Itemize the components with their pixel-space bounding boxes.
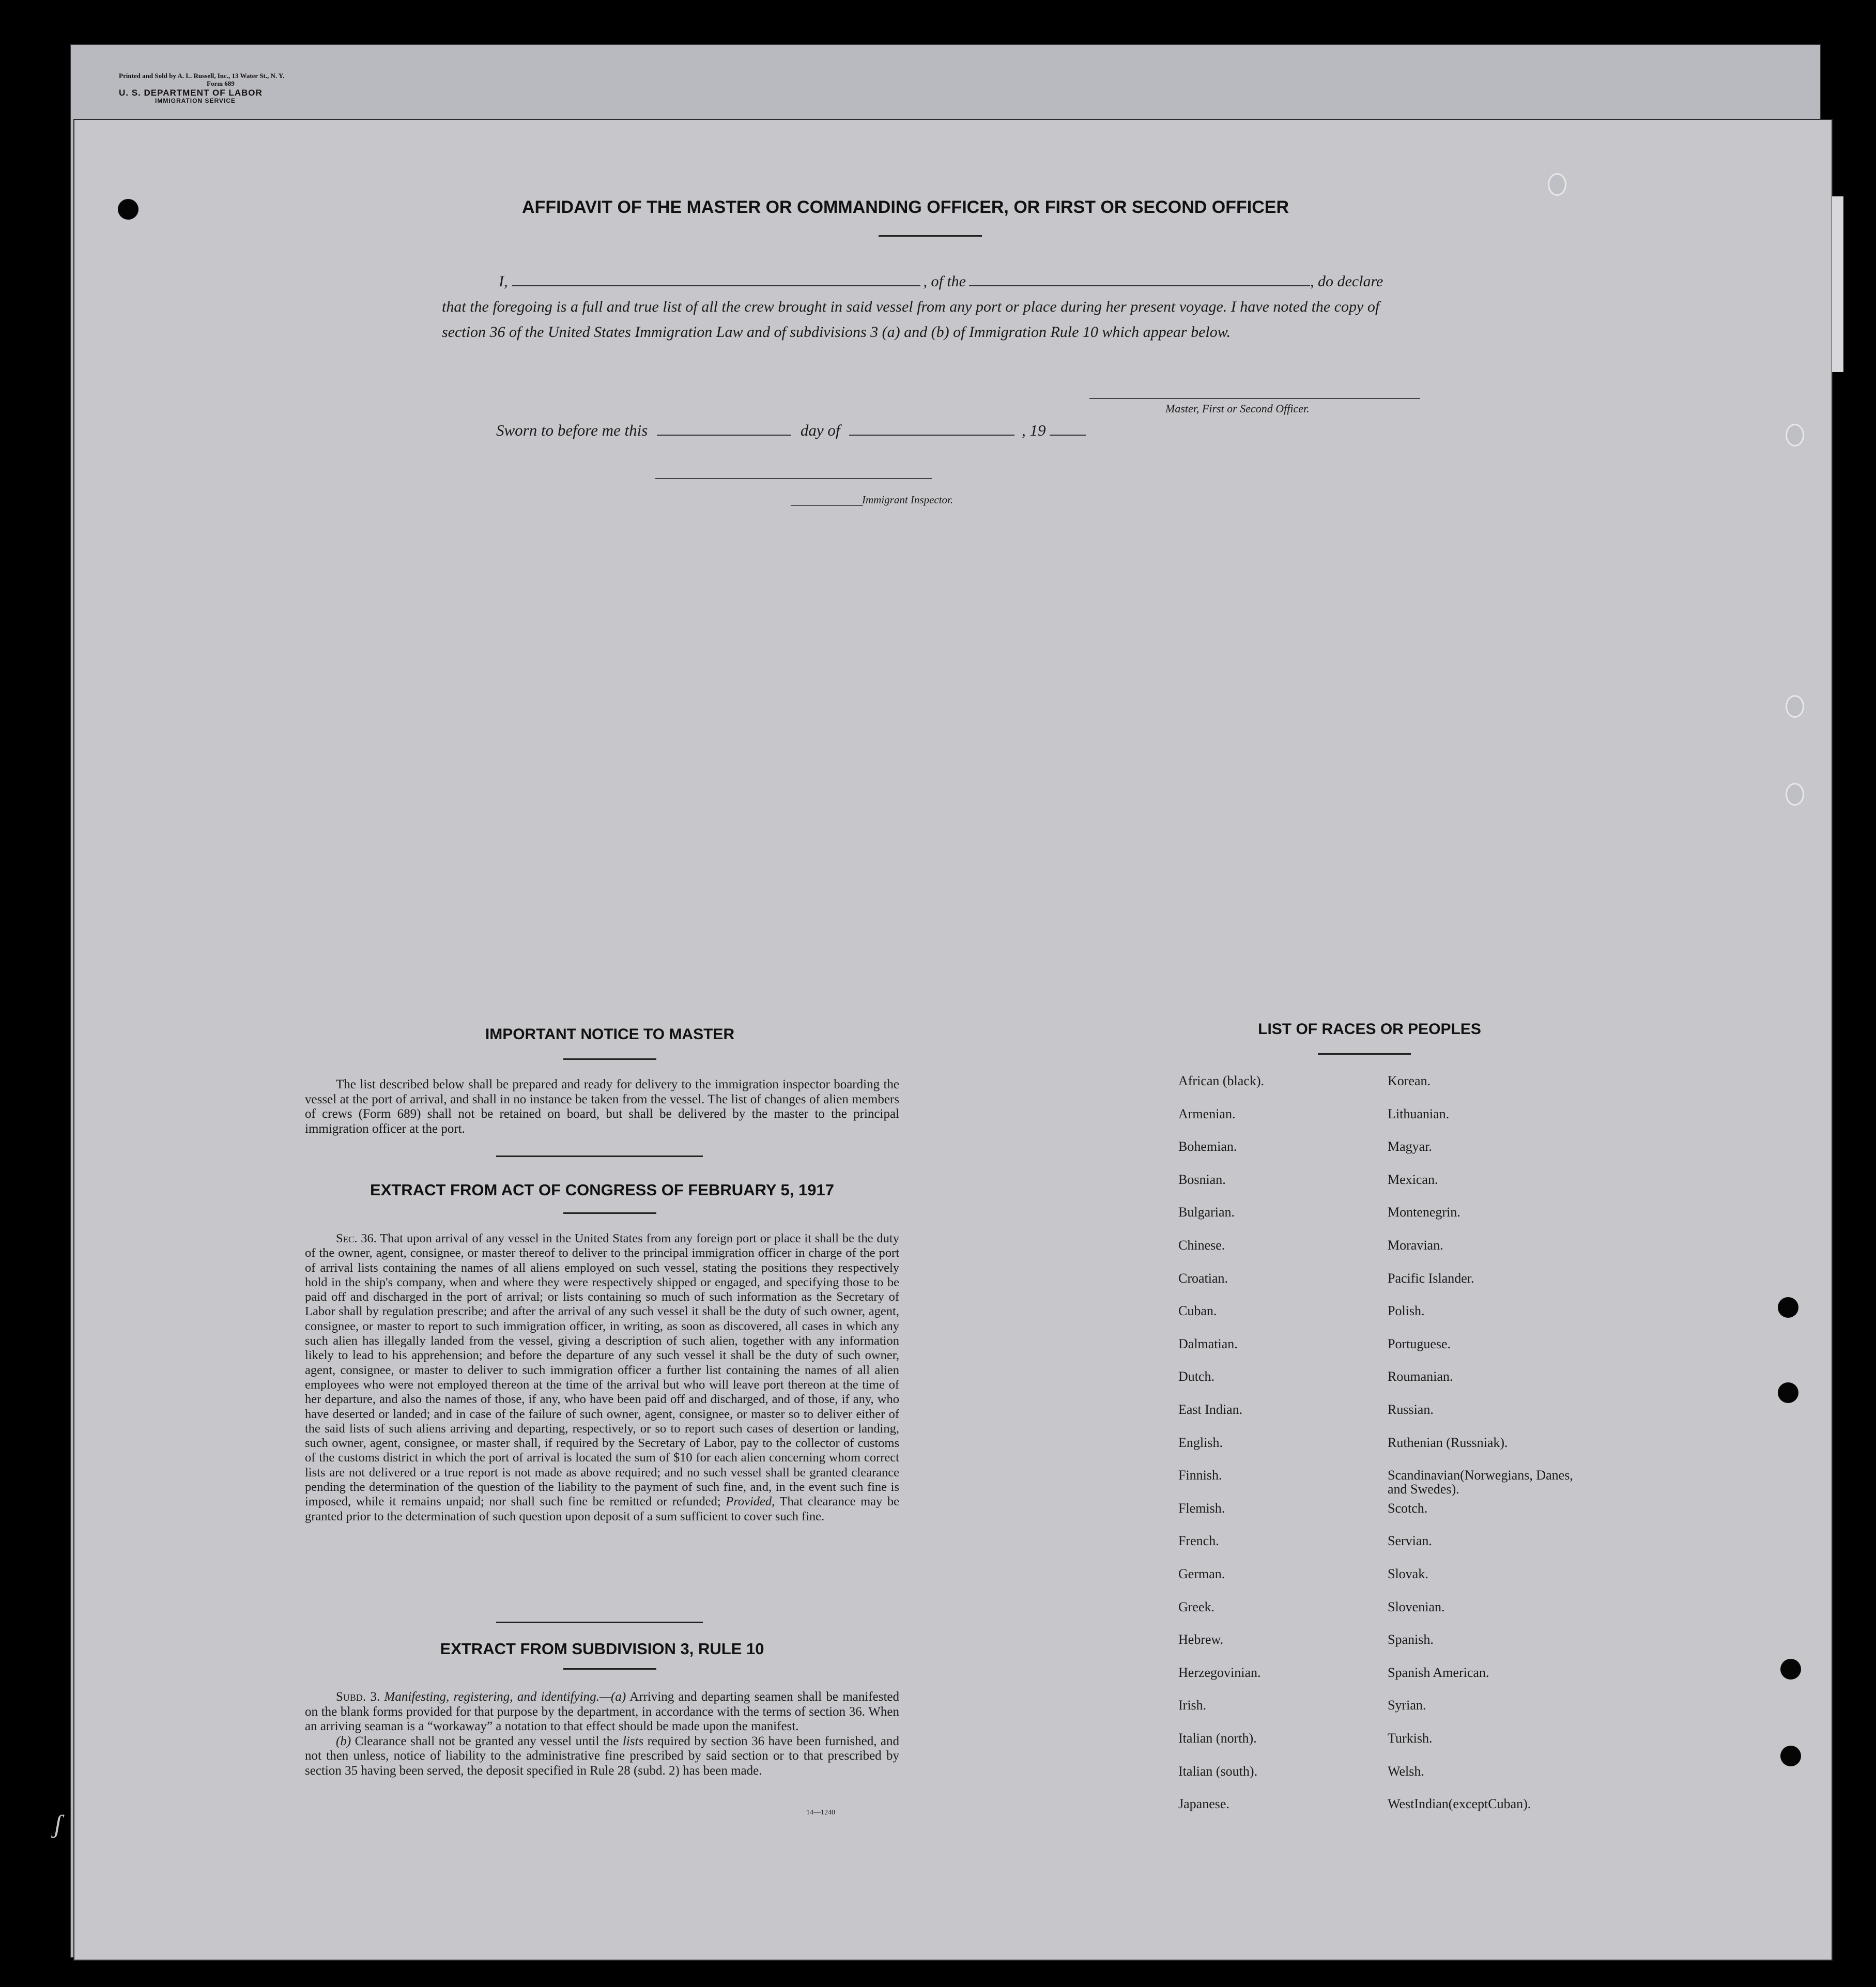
signature-caption: Master, First or Second Officer. xyxy=(1165,402,1310,415)
race-item: Chinese. xyxy=(1178,1238,1225,1253)
binder-hole-icon xyxy=(1778,1297,1798,1318)
declaration-block xyxy=(442,269,1424,345)
races-title: LIST OF RACES OR PEOPLES xyxy=(1258,1021,1481,1038)
inspector-caption: Immigrant Inspector. xyxy=(862,494,954,506)
race-item: Welsh. xyxy=(1388,1763,1424,1779)
race-item: Pacific Islander. xyxy=(1388,1270,1474,1286)
race-item: Cuban. xyxy=(1178,1303,1217,1319)
race-item: Italian (south). xyxy=(1178,1763,1258,1779)
race-item: Mexican. xyxy=(1388,1172,1438,1187)
subd-heading: Manifesting, registering, and identifying.—(a) xyxy=(384,1690,626,1704)
race-item: Magyar. xyxy=(1388,1139,1432,1154)
binder-hole-icon xyxy=(1548,173,1566,196)
race-item: Moravian. xyxy=(1388,1238,1443,1253)
sworn-line xyxy=(496,421,1086,440)
printer-line: Printed and Sold by A. L. Russell, Inc., 13 Water St., N. Y. xyxy=(119,72,285,80)
of-the-label: , of the xyxy=(923,273,966,290)
race-item: German. xyxy=(1178,1566,1225,1581)
binder-hole-icon xyxy=(1786,424,1804,446)
inspector-signature-line xyxy=(655,478,932,479)
notice-text: The list described below shall be prepared and ready for delivery to the immigration inspector boarding the vessel at the port of arrival, and shall in no instance be taken from the vessel. The list of changes of alien members of crews (Form 689) shall not be retained on board, but shall be delivered by the master to the principal immigration officer at the port. xyxy=(305,1077,899,1136)
race-item: Italian (north). xyxy=(1178,1731,1257,1746)
race-item: Irish. xyxy=(1178,1698,1207,1713)
race-item: Bosnian. xyxy=(1178,1172,1226,1187)
subd-b-paragraph xyxy=(305,1734,899,1779)
subd-b-label: (b) xyxy=(336,1734,351,1748)
race-item: Bohemian. xyxy=(1178,1139,1237,1154)
declaration-text: that the foregoing is a full and true list of all the crew brought in said vessel from any port or place during her present voyage. I have noted the copy of section 36 of the United States Immigration Law and of subdivisions 3 (a) and (b) of Immigration Rule 10 which appear below. xyxy=(442,298,1380,341)
race-item: English. xyxy=(1178,1435,1223,1450)
form-number: 14—1240 xyxy=(806,1809,835,1816)
rule-extract-title: EXTRACT FROM SUBDIVISION 3, RULE 10 xyxy=(440,1640,764,1658)
vessel-blank xyxy=(969,285,1310,286)
rule-title-divider xyxy=(563,1668,656,1670)
race-item: Dalmatian. xyxy=(1178,1336,1238,1351)
race-item: Roumanian. xyxy=(1388,1369,1453,1384)
section-divider xyxy=(496,1622,703,1623)
race-item: Finnish. xyxy=(1178,1468,1222,1483)
race-item: Korean. xyxy=(1388,1073,1431,1088)
affidavit-page xyxy=(73,119,1833,1961)
sec-text-main: That upon arrival of any vessel in the United States from any foreign port or place it shall be the duty of the owner, agent, consignee, or master thereof to deliver to the principal immigration officer in charge of the port of arrival lists containing the names of all aliens employed on such vessel, stating the positions they respectively hold in the ship's company, when and where they were respectively shipped or engaged, and specifying those to be paid off and discharged in the port of arrival; or lists containing so much of such information as the Secretary of Labor shall by regulation prescribe; and after the arrival of any such vessel it shall be the duty of such owner, agent, consignee, or master to report to such immigration officer, in writing, as soon as discovered, all cases in which any such alien has illegally landed from the vessel, giving a description of such alien, together with any information likely to lead to his apprehension; and before the departure of any such vessel it shall be the duty of such owner, agent, consignee, or master to deliver to such immigration officer a further list containing the names of all alien employees who were not employed thereon at the time of the arrival but who will leave port thereon at the time of her departure, and also the names of those, if any, who have been paid off and discharged, and of those, if any, who have deserted or landed; and in case of the failure of such owner, agent, consignee, or master so to deliver either of the said lists of such aliens arriving and departing, respectively, or so to report such cases of desertion or landing, such owner, agent, consignee, or master shall, if required by the Secretary of Labor, pay to the collector of customs of the customs district in which the port of arrival is located the sum of $10 for each alien concerning whom correct lists are not delivered or a true report is not made as above required; and no such vessel shall be granted clearance pending the determination of the question of the liability to the payment of such fine, and, in the event such fine is imposed, while it remains unpaid; nor shall such fine be remitted or refunded; xyxy=(305,1231,899,1509)
race-item: Scandinavian(Norwegians, Danes, and Swedes). xyxy=(1388,1468,1573,1497)
day-blank xyxy=(657,435,791,436)
race-item: Croatian. xyxy=(1178,1270,1228,1286)
signature-line xyxy=(1089,398,1420,399)
race-item: Japanese. xyxy=(1178,1796,1229,1812)
service-line: IMMIGRATION SERVICE xyxy=(155,97,236,105)
inspector-caption-line xyxy=(791,505,863,506)
race-item: Russian. xyxy=(1388,1402,1434,1417)
i-label: I, xyxy=(499,273,508,290)
sworn-prefix: Sworn to before me this xyxy=(496,421,648,439)
race-item: Turkish. xyxy=(1388,1731,1433,1746)
day-of-label: day of xyxy=(800,421,840,439)
year-blank xyxy=(1050,435,1086,436)
act-title-divider xyxy=(563,1212,656,1214)
race-item: Slovenian. xyxy=(1388,1599,1445,1614)
race-item: Armenian. xyxy=(1178,1106,1236,1121)
act-extract-title: EXTRACT FROM ACT OF CONGRESS OF FEBRUARY 5, 1917 xyxy=(370,1181,834,1199)
binder-hole-icon xyxy=(1778,1382,1798,1403)
name-blank xyxy=(512,285,920,286)
do-declare-label: , do declare xyxy=(1310,273,1383,290)
races-title-divider xyxy=(1318,1053,1411,1055)
race-item: French. xyxy=(1178,1533,1219,1549)
section-divider xyxy=(496,1156,703,1157)
binder-hole-icon xyxy=(1780,1746,1801,1766)
notice-divider xyxy=(563,1058,656,1060)
sec-label: Sec. 36. xyxy=(336,1231,377,1245)
provided-label: Provided, xyxy=(726,1495,775,1509)
month-blank xyxy=(849,435,1014,436)
race-item: Dutch. xyxy=(1178,1369,1215,1384)
title-divider xyxy=(879,235,982,237)
binder-hole-icon xyxy=(1786,695,1804,718)
race-item: Polish. xyxy=(1388,1303,1425,1319)
race-item: Slovak. xyxy=(1388,1566,1428,1581)
race-item: Bulgarian. xyxy=(1178,1205,1235,1220)
race-item: Ruthenian (Russniak). xyxy=(1388,1435,1508,1450)
year-prefix: , 19 xyxy=(1021,421,1046,439)
affidavit-title: AFFIDAVIT OF THE MASTER OR COMMANDING OFFICER, OR FIRST OR SECOND OFFICER xyxy=(522,197,1289,217)
race-item: Servian. xyxy=(1388,1533,1432,1549)
race-item: Portuguese. xyxy=(1388,1336,1451,1351)
form-number-line: Form 689 xyxy=(207,79,235,87)
race-item: Herzegovinian. xyxy=(1178,1665,1261,1680)
subd-label: Subd. 3. xyxy=(336,1690,380,1704)
subd-a-paragraph xyxy=(305,1690,899,1734)
binder-hole-icon xyxy=(1786,783,1804,806)
subd-b-lists: lists xyxy=(622,1734,644,1748)
race-item: Syrian. xyxy=(1388,1698,1426,1713)
race-item: East Indian. xyxy=(1178,1402,1243,1417)
binder-hole-icon xyxy=(1780,1659,1801,1680)
race-item: Lithuanian. xyxy=(1388,1106,1450,1121)
notice-title: IMPORTANT NOTICE TO MASTER xyxy=(485,1026,735,1043)
subd-b-text-1: Clearance shall not be granted any vessel until the xyxy=(355,1734,619,1748)
underlying-form-header xyxy=(119,72,284,105)
subdivision-3-text xyxy=(305,1690,899,1778)
race-item: African (black). xyxy=(1178,1073,1265,1088)
section-36-text xyxy=(305,1231,899,1524)
race-item: Spanish American. xyxy=(1388,1665,1489,1680)
page-edge-strip xyxy=(1832,196,1843,372)
race-item: Montenegrin. xyxy=(1388,1205,1460,1220)
race-item: Greek. xyxy=(1178,1599,1215,1614)
race-item: WestIndian(exceptCuban). xyxy=(1388,1796,1531,1812)
race-item: Flemish. xyxy=(1178,1500,1225,1516)
subd-b-text-2: required by section 36 have been furnished, and not then unless, notice of liability to the administrative fine prescribed by said section or to that prescribed by section 35 having been served, the deposit specified in Rule 28 (subd. 2) has been made. xyxy=(305,1734,900,1778)
margin-mark: ʃ xyxy=(54,1809,62,1838)
race-item: Scotch. xyxy=(1388,1500,1428,1516)
race-item: Hebrew. xyxy=(1178,1632,1224,1647)
department-line: U. S. DEPARTMENT OF LABOR xyxy=(119,87,263,98)
sec-text-provided: That clearance may be granted prior to the determination of such question upon deposit of a sum sufficient to cover such fine. xyxy=(305,1495,900,1523)
race-item: Spanish. xyxy=(1388,1632,1434,1647)
binder-hole-icon xyxy=(118,199,139,220)
subd-a-text: Arriving and departing seamen shall be manifested on the blank forms provided for that purpose by the department, in accordance with the terms of section 36. When an arriving seaman is a “workaway” a notation to that effect should be made upon the manifest. xyxy=(305,1690,900,1733)
